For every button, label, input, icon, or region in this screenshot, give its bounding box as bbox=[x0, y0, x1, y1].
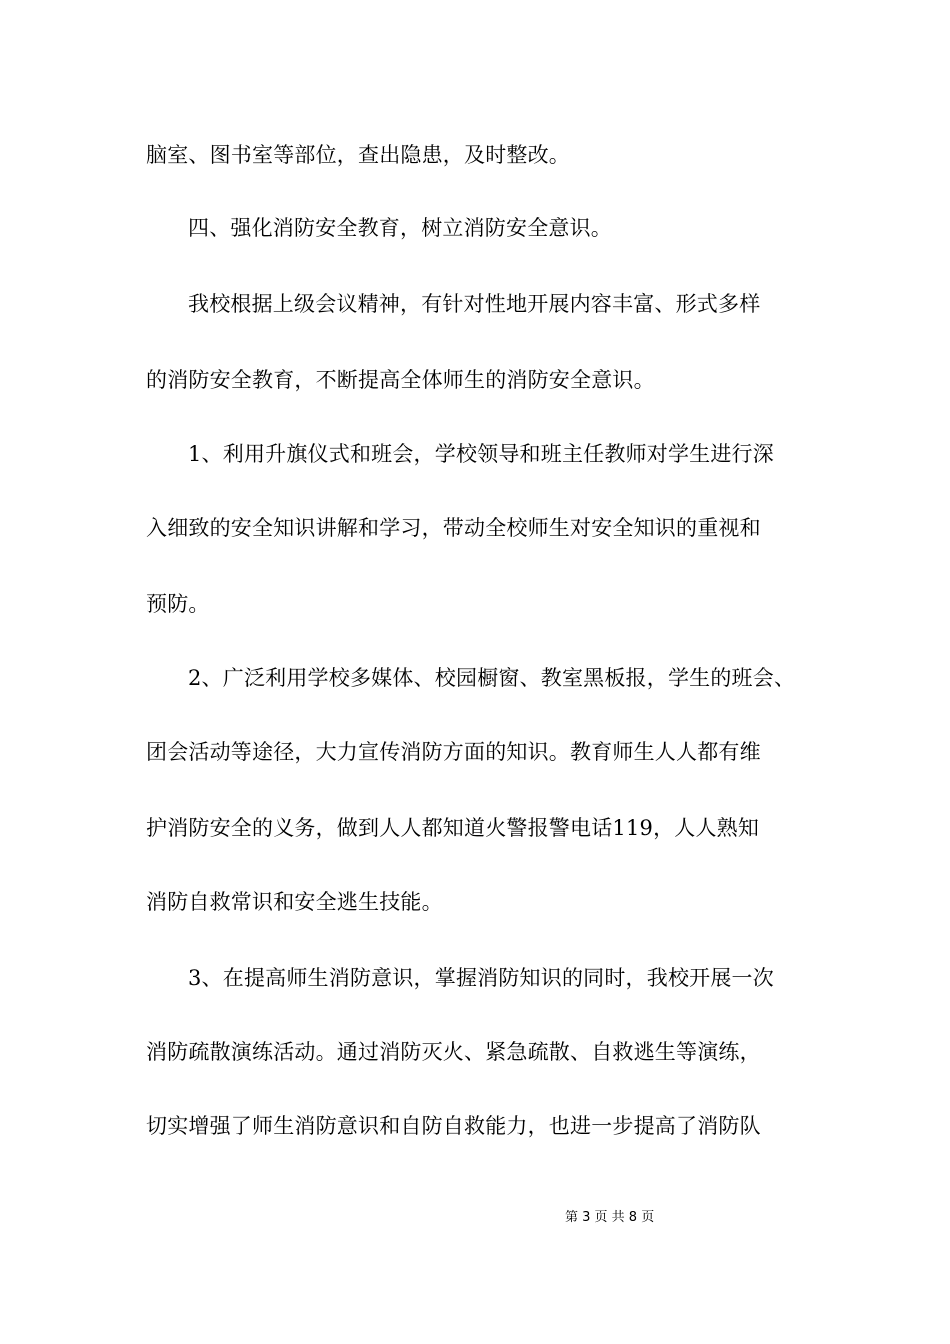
text-line-9: 团会活动等途径，大力宣传消防方面的知识。教育师生人人都有维 bbox=[146, 740, 761, 764]
text-line-5: 1、利用升旗仪式和班会，学校领导和班主任教师对学生进行深 bbox=[188, 442, 774, 466]
text-line-11: 消防自救常识和安全逃生技能。 bbox=[146, 890, 443, 914]
text-line-14: 切实增强了师生消防意识和自防自救能力，也进一步提高了消防队 bbox=[146, 1114, 761, 1138]
text-line-8: 2、广泛利用学校多媒体、校园橱窗、教室黑板报，学生的班会、 bbox=[188, 666, 796, 690]
page-number: 第 3 页 共 8 页 bbox=[565, 1210, 655, 1225]
text-line-10: 护消防安全的义务，做到人人都知道火警报警电话119，人人熟知 bbox=[146, 816, 760, 840]
text-line-12: 3、在提高师生消防意识，掌握消防知识的同时，我校开展一次 bbox=[188, 966, 774, 990]
text-line-3: 我校根据上级会议精神，有针对性地开展内容丰富、形式多样 bbox=[188, 292, 761, 316]
text-line-1: 脑室、图书室等部位，查出隐患，及时整改。 bbox=[146, 143, 570, 167]
text-line-7: 预防。 bbox=[146, 592, 210, 616]
section-heading-4: 四、强化消防安全教育，树立消防安全意识。 bbox=[188, 216, 612, 240]
text-line-6: 入细致的安全知识讲解和学习，带动全校师生对安全知识的重视和 bbox=[146, 516, 761, 540]
text-line-4: 的消防安全教育，不断提高全体师生的消防安全意识。 bbox=[146, 368, 655, 392]
text-line-13: 消防疏散演练活动。通过消防灭火、紧急疏散、自救逃生等演练， bbox=[146, 1040, 761, 1064]
